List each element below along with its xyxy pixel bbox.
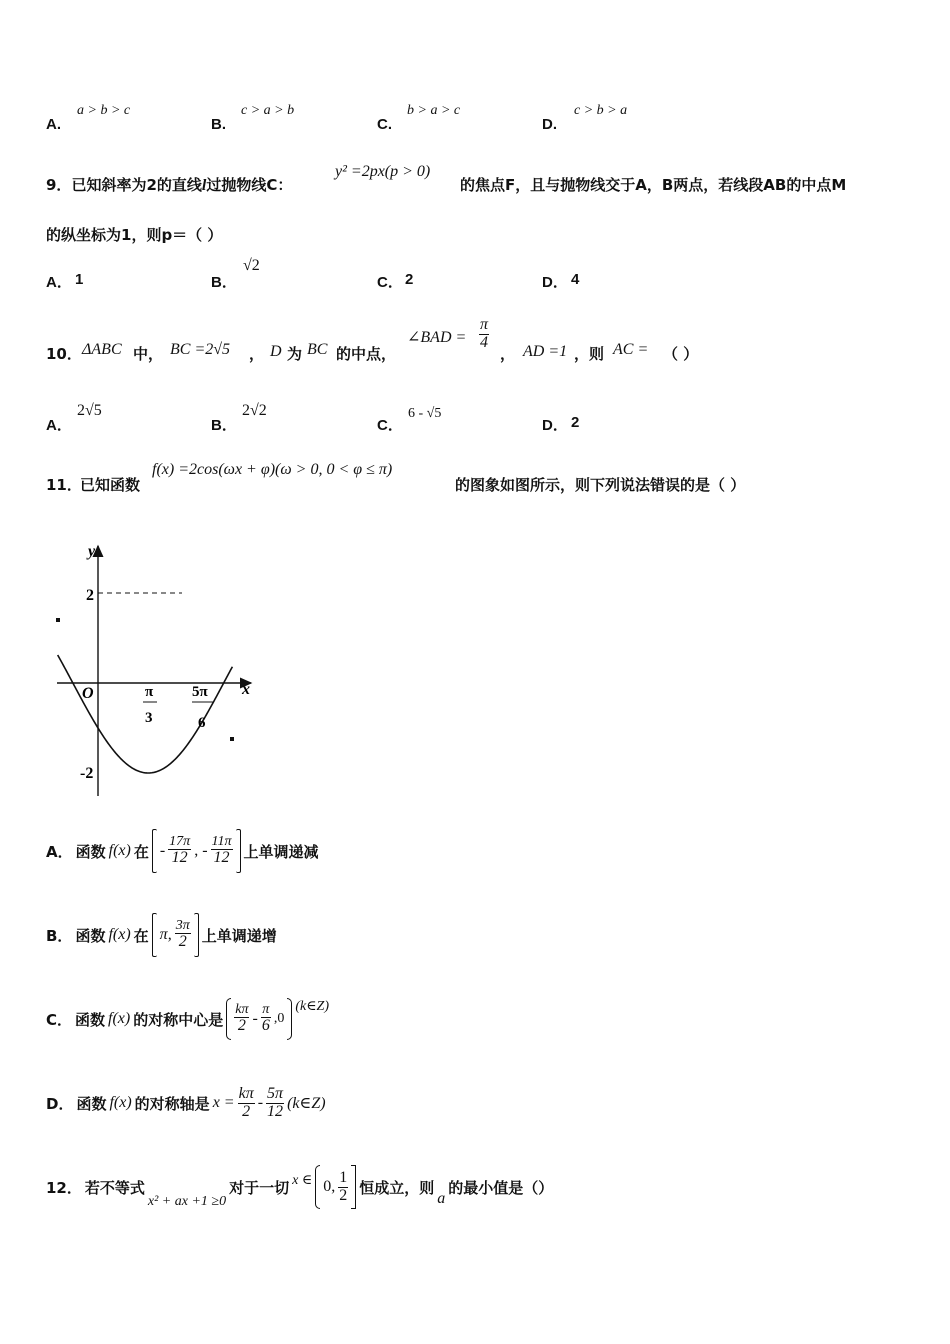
- q11-option-a-t3: 上单调递减: [243, 842, 319, 861]
- q9-option-b-label: B．: [211, 274, 237, 291]
- y-tick-max: 2: [86, 587, 94, 604]
- origin-label: O: [82, 685, 94, 702]
- q11-option-c-a-num: kπ: [235, 1001, 249, 1017]
- q11-option-d-b-num: 5π: [267, 1084, 284, 1102]
- q12-half-den: 2: [339, 1186, 348, 1204]
- q10-sep: ，: [249, 345, 265, 363]
- q11-option-a-lo-den: 12: [171, 849, 188, 867]
- q9-number: 9．: [46, 176, 72, 194]
- q10-option-d-label: D．: [542, 417, 568, 434]
- q10-angle-fraction: [479, 317, 489, 352]
- q11-function: f(x) =2cos(ωx + φ)(ω > 0, 0 < φ ≤ π): [152, 461, 393, 478]
- point-close-paren: [287, 998, 292, 1040]
- q11-option-a-fx: f(x): [108, 842, 131, 859]
- interval-close-bracket: [194, 913, 199, 957]
- question-12: [46, 1162, 553, 1212]
- q11-option-a-label: A．: [46, 842, 73, 861]
- q11-option-c-t2: 的对称中心是: [133, 1010, 224, 1029]
- q8-option-a-label: A.: [46, 116, 61, 133]
- interval-open-bracket: [152, 913, 157, 957]
- q11-option-c-cond: (k∈Z): [295, 999, 329, 1014]
- q11-option-a-hi-den: 12: [213, 849, 230, 867]
- q10-bc-length: BC =2√5: [170, 341, 231, 358]
- q9-option-a-label: A．: [46, 274, 72, 291]
- q11-option-b: [46, 910, 277, 960]
- q8-option-d-expr: c > b > a: [574, 103, 628, 118]
- x-tick-pi-3-den: 3: [145, 710, 153, 726]
- q11-option-b-t3: 上单调递增: [201, 926, 277, 945]
- q11-option-d-a-den: 2: [242, 1102, 251, 1120]
- q11-option-a-hi-sign: , -: [194, 842, 208, 859]
- q10-option-a-label: A．: [46, 417, 72, 434]
- q9-text1: 已知斜率为2的直线: [71, 176, 202, 194]
- q11-option-c-fx: f(x): [108, 1010, 131, 1027]
- x-axis-label: x: [242, 681, 250, 698]
- y-tick-min: -2: [80, 765, 94, 782]
- q10-number: 10．: [46, 345, 82, 363]
- interval-close-bracket: [351, 1165, 356, 1209]
- q10-bc: BC: [307, 341, 328, 358]
- q9-equation: y² =2px(p > 0): [335, 163, 431, 180]
- q11-option-c-tail: ,0: [273, 1011, 285, 1026]
- q12-half-num: 1: [339, 1168, 348, 1186]
- q11-option-a-t2: 在: [133, 842, 149, 861]
- q9-option-d-label: D．: [542, 274, 568, 291]
- q11-option-d: [46, 1078, 326, 1128]
- q11-option-b-label: B．: [46, 926, 73, 945]
- q10-triangle: ΔABC: [82, 341, 122, 358]
- q11-option-b-t2: 在: [133, 926, 149, 945]
- q8-option-b-label: B.: [211, 116, 226, 133]
- q11-option-c-mid: -: [252, 1010, 258, 1027]
- q11-text2: 的图象如图所示，则下列说法错误的是（ ）: [455, 476, 746, 494]
- q10-four: 4: [480, 333, 488, 351]
- q11-option-a: [46, 826, 319, 876]
- q9-option-a-value: 1: [75, 271, 84, 288]
- q10-option-a-value: 2√5: [77, 402, 102, 419]
- q9-option-d-value: 4: [571, 271, 580, 288]
- q11-option-b-hi-den: 2: [178, 933, 187, 951]
- q10-text6: （ ）: [663, 345, 699, 363]
- x-tick-pi-3-num: π: [145, 684, 154, 700]
- q9-option-c-label: C．: [377, 274, 403, 291]
- interval-open-bracket: [152, 829, 157, 873]
- q11-option-d-mid: -: [257, 1094, 264, 1111]
- q12-text1: 若不等式: [84, 1178, 145, 1197]
- q12-number: 12．: [46, 1178, 82, 1197]
- q11-text1: 已知函数: [80, 476, 141, 494]
- interval-open-paren: [315, 1165, 320, 1209]
- q11-number: 11．: [46, 476, 82, 494]
- q8-option-a-expr: a > b > c: [77, 103, 131, 118]
- q11-option-a-lo-sign: -: [159, 842, 166, 859]
- q11-option-a-t1: 函数: [75, 842, 106, 861]
- q11-option-c-label: C．: [46, 1010, 73, 1029]
- q9-option-b-value: √2: [243, 257, 260, 274]
- q10-text2: 为: [287, 345, 303, 363]
- q12-text3: 恒成立，则: [359, 1178, 435, 1197]
- q11-option-b-hi-num: 3π: [175, 917, 190, 933]
- q10-point-d: D: [270, 343, 282, 360]
- q10-text5: ，则: [574, 345, 605, 363]
- q12-inequality: x² + ax +1 ≥0: [147, 1194, 227, 1209]
- q9-line-l: l: [201, 177, 207, 194]
- q11-option-c: [46, 994, 329, 1044]
- q11-option-d-lhs: x =: [212, 1094, 235, 1111]
- q11-option-b-fx: f(x): [108, 926, 131, 943]
- interval-close-bracket: [236, 829, 241, 873]
- q11-option-d-cond: (k∈Z): [287, 1095, 326, 1112]
- q11-option-d-b-den: 12: [267, 1102, 284, 1120]
- q10-option-c-value: 6 - √5: [408, 406, 442, 421]
- q11-option-d-fx: f(x): [109, 1094, 132, 1111]
- q8-option-d-label: D.: [542, 116, 557, 133]
- q11-option-a-lo-num: 17π: [169, 833, 191, 849]
- cosine-graph: [40, 538, 260, 800]
- q8-option-c-label: C.: [377, 116, 392, 133]
- q11-option-d-t1: 函数: [76, 1094, 107, 1113]
- curve-left-endpoint: [56, 618, 60, 622]
- q11-option-d-label: D．: [46, 1094, 74, 1113]
- q10-option-c-label: C．: [377, 417, 403, 434]
- q10-text4: ，: [500, 345, 516, 363]
- q11-option-c-b-den: 6: [261, 1017, 270, 1035]
- q12-a: a: [437, 1190, 446, 1207]
- q10-ac: AC =: [613, 341, 649, 358]
- q10-ad: AD =1: [523, 343, 568, 360]
- q10-text1: 中，: [133, 345, 164, 363]
- x-tick-5pi-6-num: 5π: [192, 684, 208, 700]
- q11-option-b-t1: 函数: [75, 926, 106, 945]
- q11-option-c-a-den: 2: [237, 1017, 246, 1035]
- q9-text3: 的焦点F，且与抛物线交于A，B两点，若线段AB的中点M: [460, 176, 847, 194]
- q11-option-c-b-num: π: [262, 1001, 270, 1017]
- q10-option-d-value: 2: [571, 414, 580, 431]
- q10-pi: π: [480, 316, 489, 333]
- q10-option-b-value: 2√2: [242, 402, 267, 419]
- y-axis-label: y: [88, 543, 96, 560]
- q9-line2: 的纵坐标为1，则p＝（ ）: [46, 226, 223, 244]
- q9-text2: 过抛物线C：: [206, 176, 293, 194]
- point-open-paren: [226, 998, 231, 1040]
- q11-option-d-t2: 的对称轴是: [134, 1094, 210, 1113]
- q11-option-d-a-num: kπ: [238, 1084, 254, 1102]
- q8-option-c-expr: b > a > c: [407, 103, 461, 118]
- q12-text2: 对于一切: [229, 1178, 290, 1197]
- q10-text3: 的中点，: [336, 345, 397, 363]
- q8-option-b-expr: c > a > b: [241, 103, 295, 118]
- q10-option-b-label: B．: [211, 417, 237, 434]
- x-tick-5pi-6-den: 6: [198, 715, 206, 731]
- q11-option-c-t1: 函数: [75, 1010, 106, 1029]
- curve-right-endpoint: [230, 737, 234, 741]
- q9-option-c-value: 2: [405, 271, 414, 288]
- q12-x-in: x ∈: [292, 1173, 313, 1188]
- q12-zero: 0,: [323, 1178, 336, 1195]
- q10-angle: ∠BAD =: [407, 329, 467, 346]
- q12-text4: 的最小值是（）: [448, 1178, 554, 1197]
- q11-option-a-hi-num: 11π: [211, 833, 232, 849]
- q9-line1: [46, 174, 292, 195]
- q11-option-b-lo: π,: [159, 926, 172, 943]
